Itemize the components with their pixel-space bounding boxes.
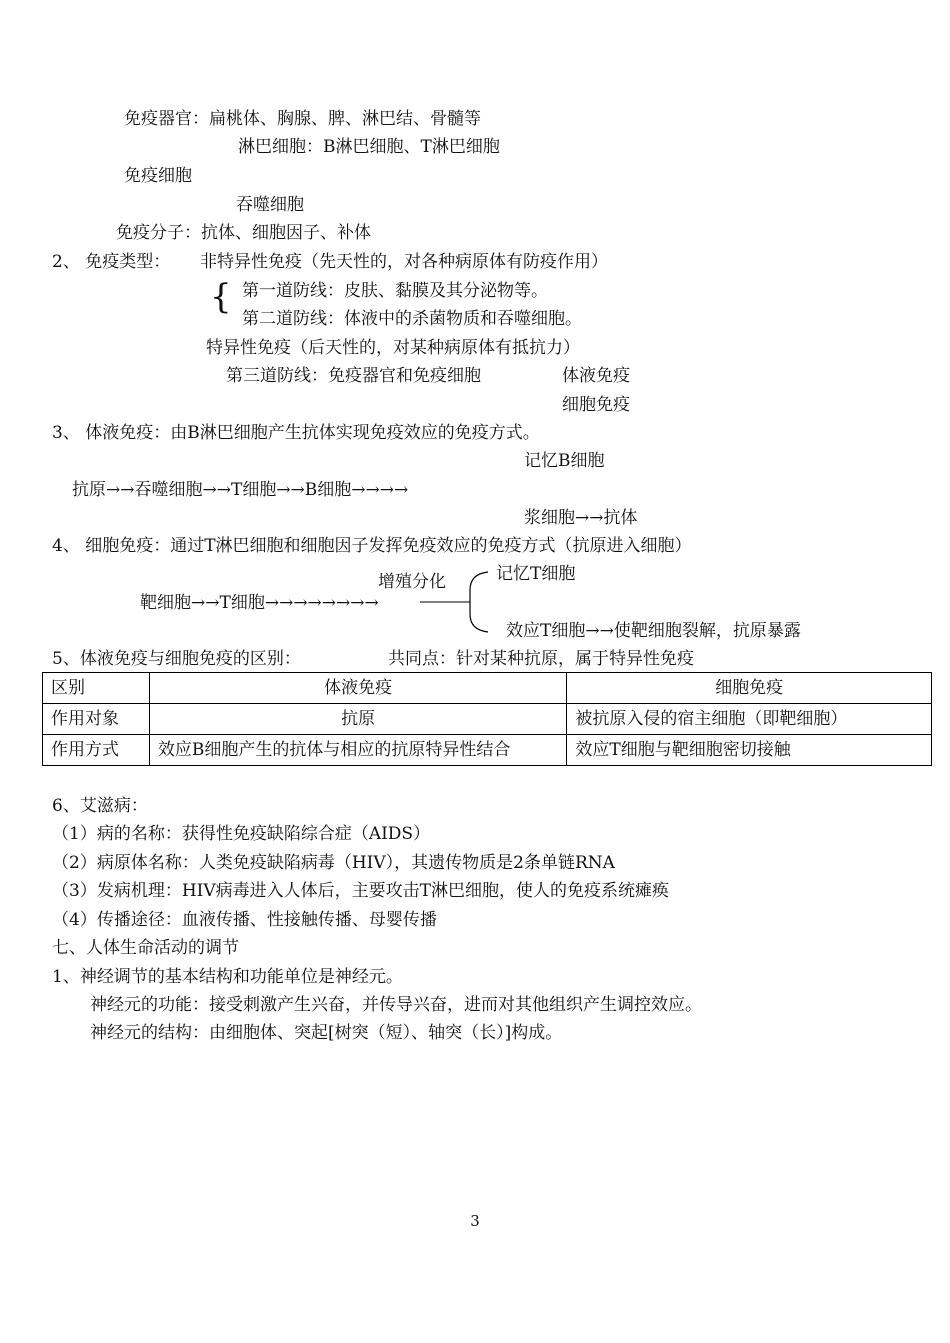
table-header-cell: 细胞免疫 (567, 673, 932, 704)
immune-cells-text: 免疫细胞 (124, 166, 192, 186)
proliferation-label: 增殖分化 (378, 572, 446, 592)
cellular-immunity-label: 细胞免疫 (562, 395, 630, 415)
table-cell: 作用方式 (43, 735, 150, 766)
aids-item: （2）病原体名称：人类免疫缺陷病毒（HIV），其遗传物质是2条单链RNA (52, 853, 615, 873)
memory-b-cell-text: 记忆B细胞 (524, 451, 605, 471)
phagocytes-text: 吞噬细胞 (236, 195, 304, 215)
plasma-cell-text: 浆细胞→→抗体 (524, 508, 638, 528)
specific-immunity-text: 特异性免疫（后天性的，对某种病原体有抵抗力） (206, 338, 580, 358)
nonspecific-immunity-text: 非特异性免疫（先天性的，对各种病原体有防疫作用） (200, 252, 608, 272)
table-cell: 效应T细胞与靶细胞密切接触 (567, 735, 932, 766)
humoral-heading: 3、 体液免疫：由B淋巴细胞产生抗体实现免疫效应的免疫方式。 (52, 423, 540, 443)
humoral-chain-text: 抗原→→吞噬细胞→→T细胞→→B细胞→→→→ (72, 480, 409, 500)
table-cell: 抗原 (149, 704, 567, 735)
table-row (43, 735, 932, 766)
neuron-unit-text: 1、神经调节的基本结构和功能单位是神经元。 (52, 967, 403, 987)
page-number: 3 (470, 1212, 480, 1230)
difference-heading: 5、体液免疫与细胞免疫的区别： (52, 649, 301, 669)
comparison-table (42, 672, 932, 766)
lymphocytes-text: 淋巴细胞：B淋巴细胞、T淋巴细胞 (238, 137, 500, 157)
neuron-function-text: 神经元的功能：接受刺激产生兴奋，并传导兴奋，进而对其他组织产生调控效应。 (90, 995, 702, 1015)
table-header-cell: 区别 (43, 673, 150, 704)
aids-heading: 6、艾滋病： (52, 796, 148, 816)
brace-icon: { (210, 277, 232, 317)
table-cell: 效应B细胞产生的抗体与相应的抗原特异性结合 (149, 735, 567, 766)
immune-types-heading: 2、 免疫类型： (52, 252, 171, 272)
common-point-text: 共同点：针对某种抗原，属于特异性免疫 (388, 649, 694, 669)
table-cell: 被抗原入侵的宿主细胞（即靶细胞） (567, 704, 932, 735)
first-defense-line: 第一道防线：皮肤、黏膜及其分泌物等。 (242, 281, 548, 301)
table-row (43, 704, 932, 735)
aids-item: （4）传播途径：血液传播、性接触传播、母婴传播 (52, 910, 437, 930)
second-defense-line: 第二道防线：体液中的杀菌物质和吞噬细胞。 (242, 309, 582, 329)
humoral-immunity-label: 体液免疫 (562, 366, 630, 386)
effector-t-cell-text: 效应T细胞→→使靶细胞裂解，抗原暴露 (506, 621, 801, 641)
cellular-chain-text: 靶细胞→→T细胞→→→→→→→→ (140, 593, 379, 613)
table-header-row (43, 673, 932, 704)
cellular-heading: 4、 细胞免疫：通过T淋巴细胞和细胞因子发挥免疫效应的免疫方式（抗原进入细胞） (52, 536, 692, 556)
neuron-structure-text: 神经元的结构：由细胞体、突起[树突（短）、轴突（长）]构成。 (90, 1023, 563, 1043)
section-7-heading: 七、人体生命活动的调节 (52, 938, 239, 958)
aids-item: （3）发病机理：HIV病毒进入人体后，主要攻击T淋巴细胞，使人的免疫系统瘫痪 (52, 881, 669, 901)
immune-molecules-text: 免疫分子：抗体、细胞因子、补体 (116, 223, 371, 243)
aids-item: （1）病的名称：获得性免疫缺陷综合症（AIDS） (52, 824, 431, 844)
table-header-cell: 体液免疫 (149, 673, 567, 704)
immune-organs-text: 免疫器官：扁桃体、胸腺、脾、淋巴结、骨髓等 (124, 109, 481, 129)
table-cell: 作用对象 (43, 704, 150, 735)
memory-t-cell-text: 记忆T细胞 (496, 564, 576, 584)
third-defense-line: 第三道防线：免疫器官和免疫细胞 (226, 366, 481, 386)
